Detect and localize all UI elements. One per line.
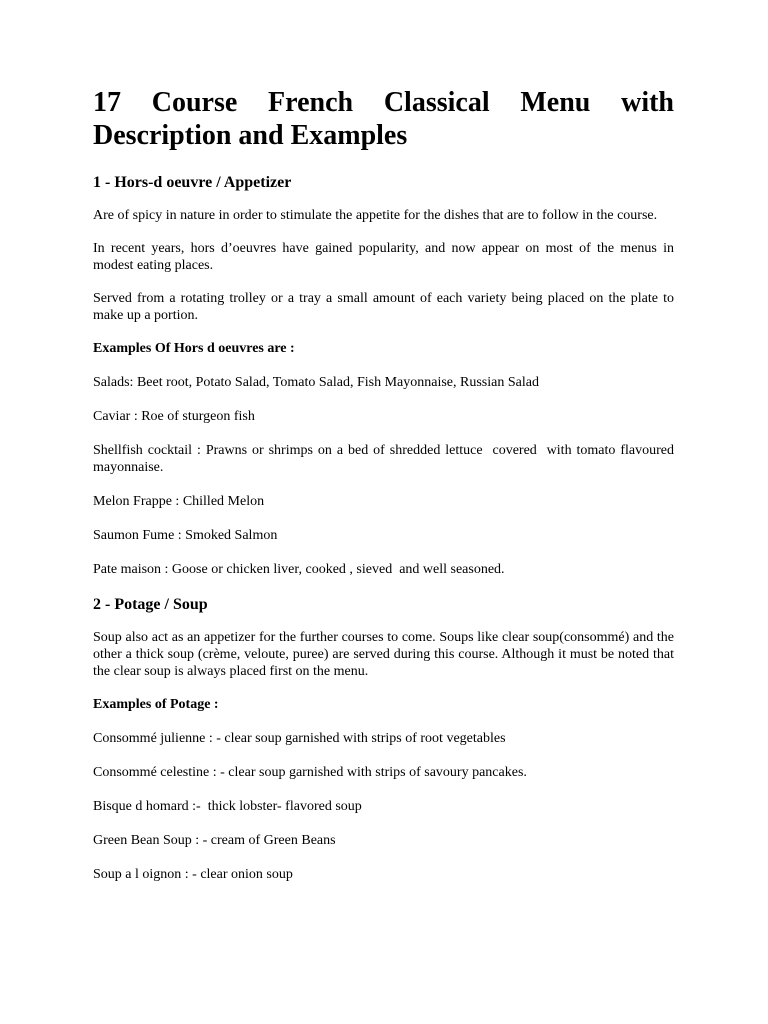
paragraph: Served from a rotating trolley or a tray a small amount of each variety being placed on the plate to make up a portion. (93, 291, 674, 323)
section-potage (93, 595, 674, 883)
examples-heading: Examples Of Hors d oeuvres are : (93, 341, 295, 356)
example-item: Salads: Beet root, Potato Salad, Tomato Salad, Fish Mayonnaise, Russian Salad (93, 375, 539, 390)
example-item: Consommé julienne : - clear soup garnished with strips of root vegetables (93, 731, 506, 746)
example-item: Consommé celestine : - clear soup garnished with strips of savoury pancakes. (93, 765, 527, 780)
example-item: Soup a l oignon : - clear onion soup (93, 867, 293, 882)
example-item: Shellfish cocktail : Prawns or shrimps on a bed of shredded lettuce covered with tomato flavoured mayonnaise. (93, 443, 678, 475)
paragraph: In recent years, hors d’oeuvres have gained popularity, and now appear on most of the menus in modest eating places. (93, 241, 674, 273)
section-heading: 2 - Potage / Soup (93, 596, 208, 613)
document-page (93, 86, 678, 900)
example-item: Green Bean Soup : - cream of Green Beans (93, 833, 336, 848)
example-item: Pate maison : Goose or chicken liver, cooked , sieved and well seasoned. (93, 562, 505, 577)
examples-heading: Examples of Potage : (93, 697, 219, 712)
paragraph: Soup also act as an appetizer for the further courses to come. Soups like clear soup(consommé) and the other a thick soup (crème, veloute, puree) are served during this course. Although it must be noted that the clear soup is always placed first on the menu. (93, 630, 674, 679)
section-heading: 1 - Hors-d oeuvre / Appetizer (93, 174, 292, 191)
document-title: 17 Course French Classical Menu with Description and Examples (93, 87, 674, 151)
example-item: Melon Frappe : Chilled Melon (93, 494, 265, 509)
example-item: Caviar : Roe of sturgeon fish (93, 409, 255, 424)
example-item: Bisque d homard :- thick lobster- flavored soup (93, 799, 362, 814)
example-item: Saumon Fume : Smoked Salmon (93, 528, 278, 543)
section-hors-d-oeuvre (93, 173, 678, 578)
paragraph: Are of spicy in nature in order to stimulate the appetite for the dishes that are to follow in the course. (93, 208, 658, 223)
